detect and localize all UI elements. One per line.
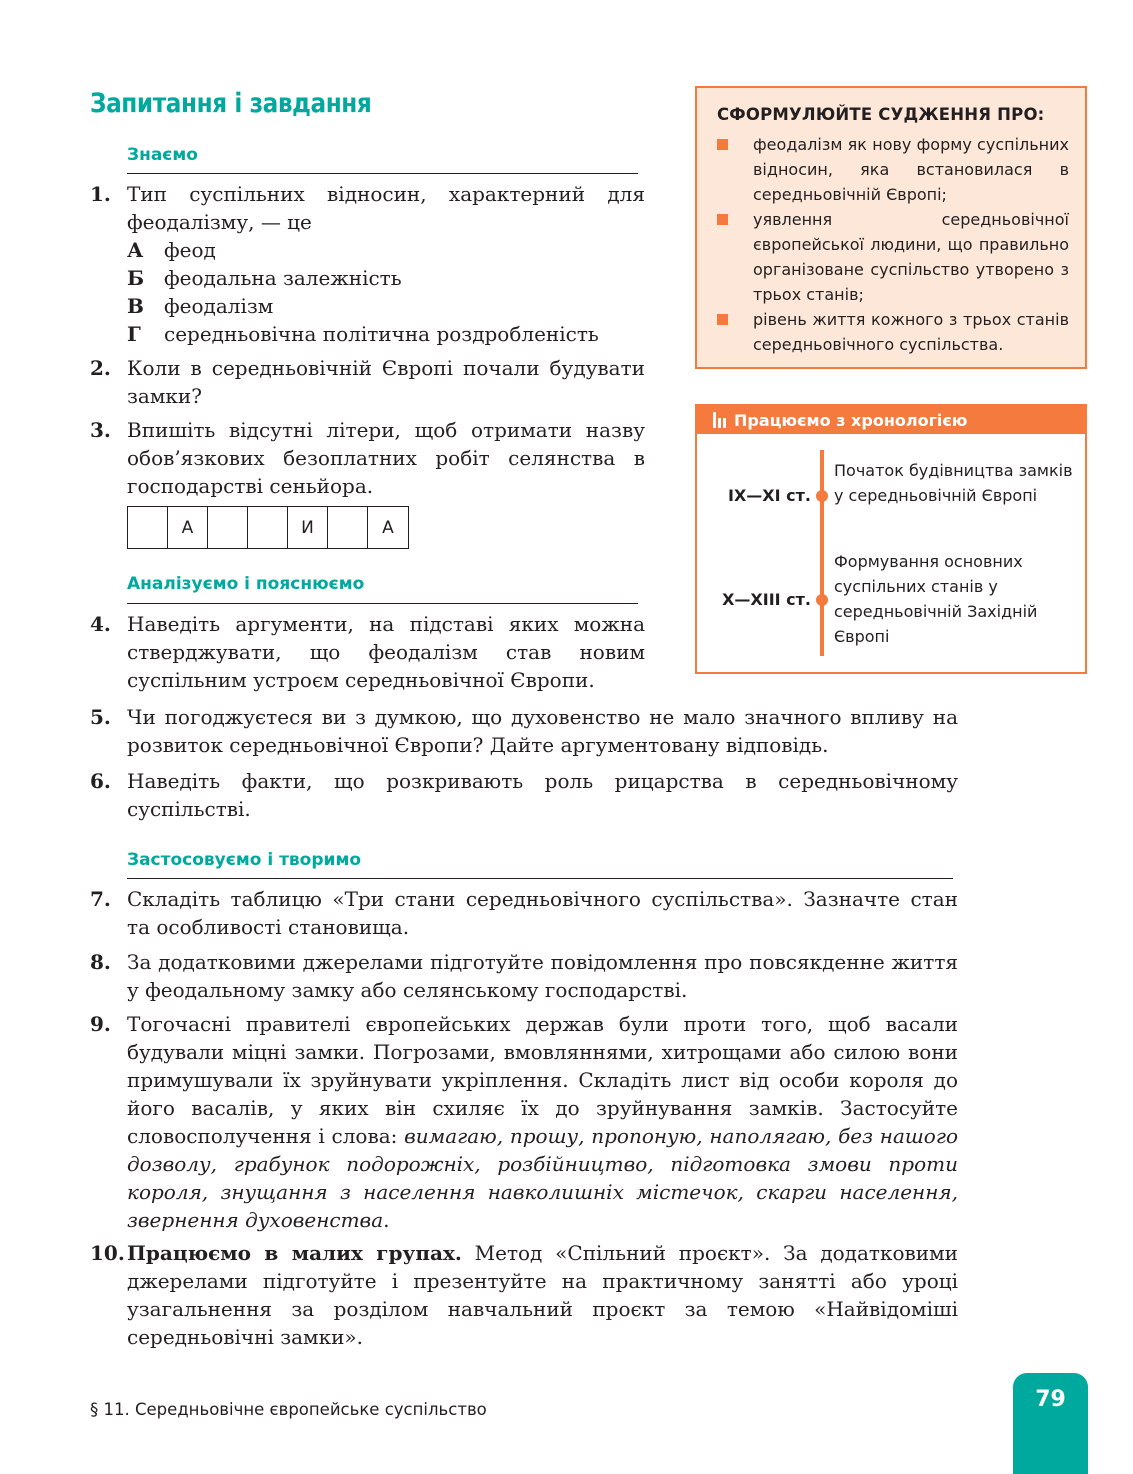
question-5 [90,703,958,759]
judgement-item-text: уявлення середньовічної європейської людини, що правильно організоване суспільство утворено з трьох станів; [753,210,1069,304]
option-letter: В [127,294,144,318]
question-number: 7. [90,887,111,911]
judgement-box [695,86,1087,369]
option-letter: А [127,238,144,262]
timeline-date: X—XIII ст. [722,590,811,609]
chronology-title: Працюємо з хронологією [734,410,968,430]
question-number: 6. [90,769,111,793]
question-6 [90,767,958,823]
question-number: 10. [90,1241,125,1265]
question-7 [90,885,958,941]
judgement-item [717,307,1069,357]
letter-cell[interactable] [208,507,248,548]
section-heading-know: Знаємо [127,145,198,165]
timeline-event-text: Формування основних суспільних станів у середньовічній Західній Європі [834,552,1038,646]
chronology-header [697,406,1085,434]
timeline-dot [816,594,828,606]
question-number: 4. [90,612,111,636]
square-bullet-icon [717,307,753,357]
question-text: Впишіть відсутні літери, щоб отримати назву обов’язкових безоплатних робіт селянства в господарстві сеньйора. [127,418,645,498]
question-2 [90,354,645,410]
page-number: 79 [1035,1387,1066,1412]
option-letter: Г [127,322,141,346]
answer-option-c [127,292,645,320]
question-number: 2. [90,356,111,380]
chronology-box [695,404,1087,674]
square-bullet-icon [717,207,753,307]
question-text: Складіть таблицю «Три стани середньовічного суспільства». Зазначте стан та особливості становища. [127,887,958,939]
section-divider [127,173,638,174]
question-text: Чи погоджуєтеся ви з думкою, що духовенство не мало значного впливу на розвиток середньовічної Європи? Дайте аргументовану відповідь. [127,705,958,757]
option-text: середньовічна політична роздробленість [164,322,599,346]
option-text: феод [164,238,216,262]
judgement-item-text: рівень життя кожного з трьох станів середньовічного суспільства. [753,310,1069,354]
question-text: Наведіть факти, що розкривають роль рицарства в середньовічному суспільстві. [127,769,958,821]
question-3 [90,416,645,500]
question-text: За додатковими джерелами підготуйте повідомлення про повсякденне життя у феодальному замку або селянському господарстві. [127,950,958,1002]
judgement-title: СФОРМУЛЮЙТЕ СУДЖЕННЯ ПРО: [717,105,1045,124]
judgement-item [717,207,1069,307]
timeline-line [820,450,824,656]
letter-cell[interactable] [248,507,288,548]
option-text: феодалізм [164,294,274,318]
question-4 [90,610,645,694]
page-number-tab [1013,1373,1088,1474]
question-1 [90,180,645,348]
section-heading-apply: Застосовуємо і творимо [127,850,362,870]
question-text-main: Метод «Спільний проєкт». За додатковими джерелами підготуйте і презентуйте на практичному занятті або уроці узагальнення за розділом навчальний проєкт за темою «Найвідоміші середньовічні замки». [127,1241,958,1349]
question-number: 5. [90,705,111,729]
question-number: 9. [90,1012,111,1036]
timeline-event-text: Початок будівництва замків у середньовічній Європі [834,461,1073,505]
question-number: 8. [90,950,111,974]
group-work-label: Працюємо в малих групах. [127,1241,462,1265]
letter-cell[interactable]: А [168,507,208,548]
question-number: 1. [90,182,111,206]
letter-cell[interactable]: А [382,517,394,538]
letter-cell[interactable] [128,507,168,548]
question-text: Тип суспільних відносин, характерний для феодалізму, — це [127,182,645,234]
answer-option-a [127,236,645,264]
question-10 [90,1239,958,1351]
question-9 [90,1010,958,1234]
option-text: феодальна залежність [164,266,402,290]
judgement-item [717,132,1069,207]
question-text [127,1010,958,1234]
answer-option-b [127,264,645,292]
section-heading-analyze: Аналізуємо і пояснюємо [127,574,365,594]
answer-option-d [127,320,645,348]
letter-cell[interactable] [328,507,368,548]
judgement-item-text: феодалізм як нову форму суспільних відносин, яка встановилася в середньовічній Європі; [753,135,1069,204]
question-text: Наведіть аргументи, на підставі яких можна стверджувати, що феодалізм став новим суспільним устроєм середньовічної Європи. [127,612,645,692]
missing-letters-grid [127,506,409,549]
question-text-end: . [383,1208,390,1232]
timeline-bars-icon [713,412,726,428]
question-number: 3. [90,418,111,442]
question-text [127,1239,958,1351]
question-keywords: вимагаю, прошу, пропоную, наполягаю, без нашого дозволу, грабунок подорожніх, розбійництво, підготовка змови проти короля, знущання з населення навколишніх містечок, скарги населення, звернення духовенства [127,1124,958,1232]
page-footer: § 11. Середньовічне європейське суспільство [90,1400,487,1419]
timeline-dot [816,490,828,502]
square-bullet-icon [717,132,753,207]
question-text-main: Тогочасні правителі європейських держав були проти того, щоб васали будували міцні замки. Погрозами, вмовляннями, хитрощами або силою вони примушували їх зруйнувати укріплення. Складіть лист від особи короля до його васалів, у яких він схиляє їх до зруйнування замків. Застосуйте словосполучення і слова: [127,1012,958,1148]
section-divider [127,878,953,879]
letter-cell[interactable]: И [288,507,328,548]
option-letter: Б [127,266,145,290]
timeline-date: IX—XI ст. [728,486,811,505]
question-8 [90,948,958,1004]
page-title: Запитання і завдання [90,88,372,119]
section-divider [127,603,638,604]
question-text: Коли в середньовічній Європі почали будувати замки? [127,356,645,408]
